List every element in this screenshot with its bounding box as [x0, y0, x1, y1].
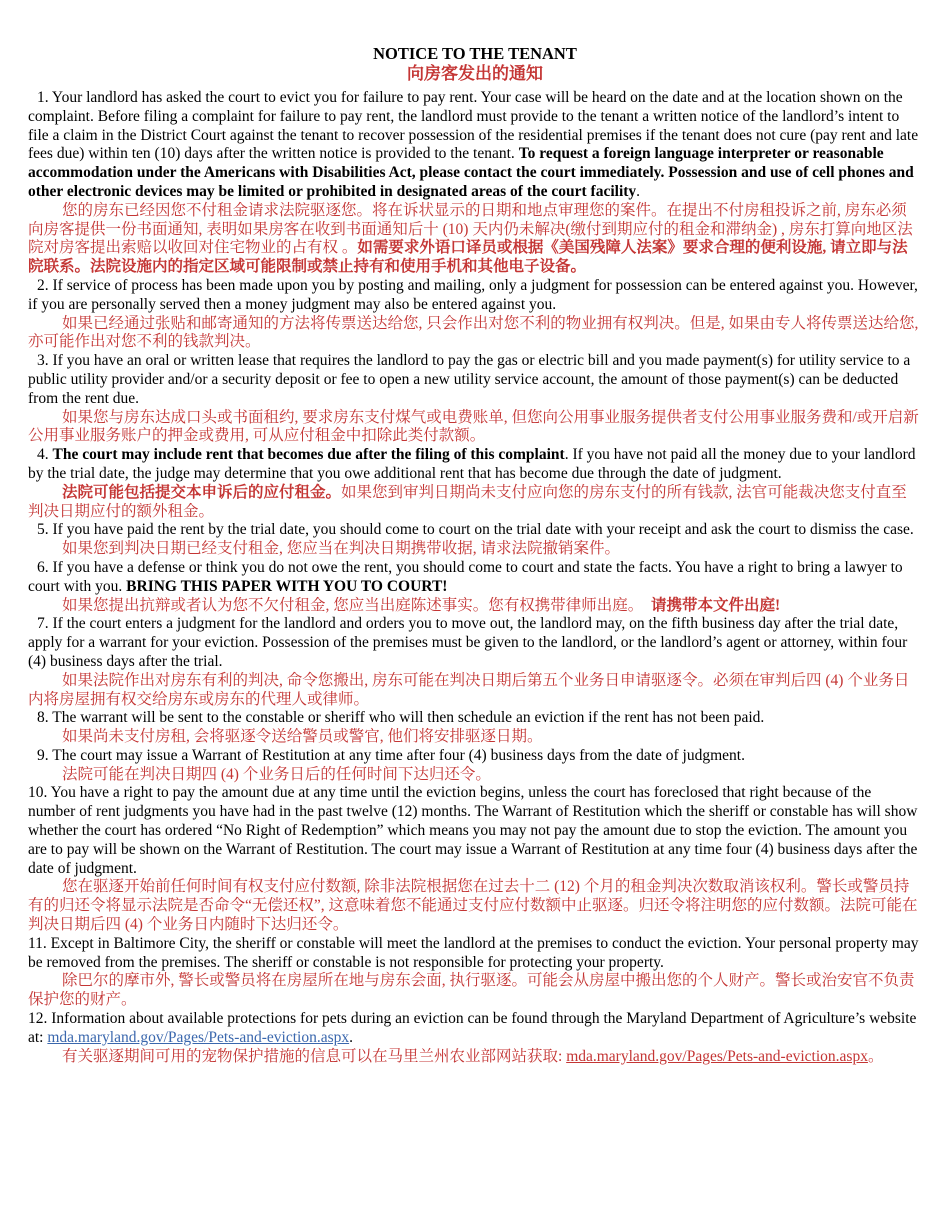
text-run: 12. Information about available protections for pets during an eviction can be found through the Maryland Department of Agriculture’s website at: [28, 1010, 917, 1046]
paragraph-11-zh [28, 972, 922, 1010]
paragraph-3-en [28, 352, 922, 408]
page-title-chinese: 向房客发出的通知 [407, 64, 543, 83]
paragraph-12-zh [28, 1048, 922, 1067]
text-run: 10. You have a right to pay the amount due at any time until the eviction begins, unless the court has foreclosed that right because of the number of rent judgments you have had in the past twelve (12) months. The Warrant of Restitution which the sheriff or constable has will show whether the court has ordered “No Right of Redemption” which means you may not pay the amount due to stop the eviction. The amount you are to pay will be shown on the Warrant of Restitution. The court may issue a Warrant of Restitution at any time four (4) business days after the date of judgment. [28, 784, 918, 877]
text-run: 如果已经通过张贴和邮寄通知的方法将传票送达给您, 只会作出对您不利的物业拥有权判决。但是, 如果由专人将传票送达给您, 亦可能作出对您不利的钱款判决。 [28, 314, 919, 351]
text-run: 1. Your landlord has asked the court to evict you for failure to pay rent. Your case will be heard on the date and at the location shown on the complaint. Before filing a complaint for failure to pay rent, the landlord must provide to the tenant a written notice of the landlord’s intent to file a claim in the District Court against the tenant to recover possession of the residential premises if the tenant does not cure (pay rent and late fees due) within ten (10) days after the written notice is provided to the tenant. [28, 89, 919, 163]
text-run: 9. The court may issue a Warrant of Restitution at any time after four (4) business days from the date of judgment. [37, 746, 745, 764]
paragraph-10-en [28, 784, 922, 878]
text-run: 11. Except in Baltimore City, the sheriff or constable will meet the landlord at the premises to conduct the eviction. Your personal property may be removed from the premises. The sheriff or constable is not responsible for protecting your property. [28, 934, 919, 971]
paragraph-6-zh [28, 597, 922, 616]
paragraph-2-en [28, 277, 922, 315]
text-run: 5. If you have paid the rent by the trial date, you should come to court on the trial date with your receipt and ask the court to dismiss the case. [37, 521, 914, 539]
pets-eviction-link[interactable]: mda.maryland.gov/Pages/Pets-and-eviction.aspx [47, 1028, 350, 1046]
paragraph-1-en [28, 89, 922, 202]
paragraph-7-en [28, 615, 922, 671]
text-run-bold: 请携带本文件出庭! [651, 596, 781, 614]
paragraph-10-zh [28, 878, 922, 934]
text-run: 如果尚未支付房租, 会将驱逐令送给警员或警官, 他们将安排驱逐日期。 [62, 728, 543, 746]
paragraph-9-en [28, 747, 922, 766]
text-run: 7. If the court enters a judgment for the landlord and orders you to move out, the landlord may, on the fifth business day after the trial date, apply for a warrant for your eviction. Possession of the premises must be given to the landlord, or the landlord’s agent or attorney, within four (4) business days after the trial. [28, 615, 908, 670]
text-run: 如果您提出抗辩或者认为您不欠付租金, 您应当出庭陈述事实。您有权携带律师出庭。 [62, 596, 652, 614]
text-run: 您在驱逐开始前任何时间有权支付应付数额, 除非法院根据您在过去十二 (12) 个月的租金判决次数取消该权利。警长或警员持有的归还令将显示法院是否命令“无偿还权”, 这意味着您不能通过支付应付数额中止驱逐。归还令将注明您的应付数额。法院可能在判决日期后四 (4) 个业务日内随时下达归还令。 [28, 878, 918, 934]
page-title: NOTICE TO THE TENANT [373, 44, 577, 63]
text-run: 如果您到审判日期尚未支付应向您的房东支付的所有钱款, 法官可能裁决您支付直至判决日期应付的额外租金。 [28, 483, 907, 520]
text-run: . [636, 182, 641, 200]
paragraph-3-zh [28, 409, 922, 447]
paragraph-7-zh [28, 672, 922, 710]
text-run: . [349, 1028, 354, 1046]
text-run: 如果您与房东达成口头或书面租约, 要求房东支付煤气或电费账单, 但您向公用事业服务提供者支付公用事业服务费和/或开启新公用事业服务账户的押金或费用, 可从应付租金中扣除此类付款额。 [28, 408, 919, 445]
text-run-bold: The court may include rent that becomes due after the filing of this complaint [52, 446, 565, 464]
text-run: 4. [37, 446, 53, 464]
text-run: 8. The warrant will be sent to the constable or sheriff who will then schedule an eviction if the rent has not been paid. [37, 709, 765, 727]
paragraph-4-zh [28, 484, 922, 522]
text-run: 除巴尔的摩市外, 警长或警员将在房屋所在地与房东会面, 执行驱逐。可能会从房屋中搬出您的个人财产。警长或治安官不负责保护您的财产。 [28, 972, 915, 1009]
text-run-bold: 法院可能包括提交本申诉后的应付租金。 [62, 483, 342, 501]
document-body [28, 89, 922, 1066]
text-run: . If you have not paid all the money due to your landlord by the trial date, the judge may determine that you owe additional rent that has become due through the date of judgment. [28, 446, 916, 482]
pets-eviction-link[interactable]: mda.maryland.gov/Pages/Pets-and-eviction.aspx [566, 1047, 868, 1065]
paragraph-1-zh [28, 202, 922, 277]
paragraph-5-zh [28, 540, 922, 559]
text-run: 2. If service of process has been made upon you by posting and mailing, only a judgment for possession can be entered against you. However, if you are personally served then a money judgment may also be entered against you. [28, 276, 918, 313]
text-run: 如果您到判决日期已经支付租金, 您应当在判决日期携带收据, 请求法院撤销案件。 [62, 540, 621, 558]
text-run: 有关驱逐期间可用的宠物保护措施的信息可以在马里兰州农业部网站获取: [62, 1047, 567, 1065]
text-run-bold: BRING THIS PAPER WITH YOU TO COURT! [126, 577, 448, 595]
text-run: 如果法院作出对房东有利的判决, 命令您搬出, 房东可能在判决日期后第五个业务日申请驱逐令。必须在审判后四 (4) 个业务日内将房屋拥有权交给房东或房东的代理人或律师。 [28, 671, 910, 708]
paragraph-11-en [28, 935, 922, 973]
paragraph-8-zh [28, 728, 922, 747]
text-run-bold: 如需要求外语口译员或根据《美国残障人法案》要求合理的便利设施, 请立即与法院联系。法院设施内的指定区域可能限制或禁止持有和使用手机和其他电子设备。 [28, 239, 908, 276]
paragraph-9-zh [28, 766, 922, 785]
text-run: 6. If you have a defense or think you do not owe the rent, you should come to court and state the facts. You have a right to bring a lawyer to court with you. [28, 558, 903, 595]
paragraph-8-en [28, 709, 922, 728]
text-run: 您的房东已经因您不付租金请求法院驱逐您。将在诉状显示的日期和地点审理您的案件。在提出不付房租投诉之前, 房东必须向房客提供一份书面通知, 表明如果房客在收到书面通知后十 (10) 天内仍未解决(缴付到期应付的租金和滞纳金) , 房东打算向地区法院对房客提出索赔以收回对住宅物业的占有权 。 [28, 201, 913, 257]
text-run: 法院可能在判决日期四 (4) 个业务日后的任何时间下达归还令。 [62, 765, 491, 783]
text-run: 3. If you have an oral or written lease that requires the landlord to pay the gas or electric bill and you made payment(s) for utility service to a public utility provider and/or a security deposit or fee to open a new utility service account, the amount of those payment(s) can be deducted from the rent due. [28, 352, 911, 407]
paragraph-5-en [28, 521, 922, 540]
text-run-bold: To request a foreign language interpreter or reasonable accommodation under the Americans with Disabilities Act, please contact the court immediately. Possession and use of cell phones and other electronic devices may be limited or prohibited in designated areas of the court facility [28, 145, 914, 200]
paragraph-4-en [28, 446, 922, 484]
paragraph-6-en [28, 559, 922, 597]
paragraph-12-en [28, 1010, 922, 1048]
paragraph-2-zh [28, 315, 922, 353]
text-run: 。 [867, 1047, 884, 1065]
